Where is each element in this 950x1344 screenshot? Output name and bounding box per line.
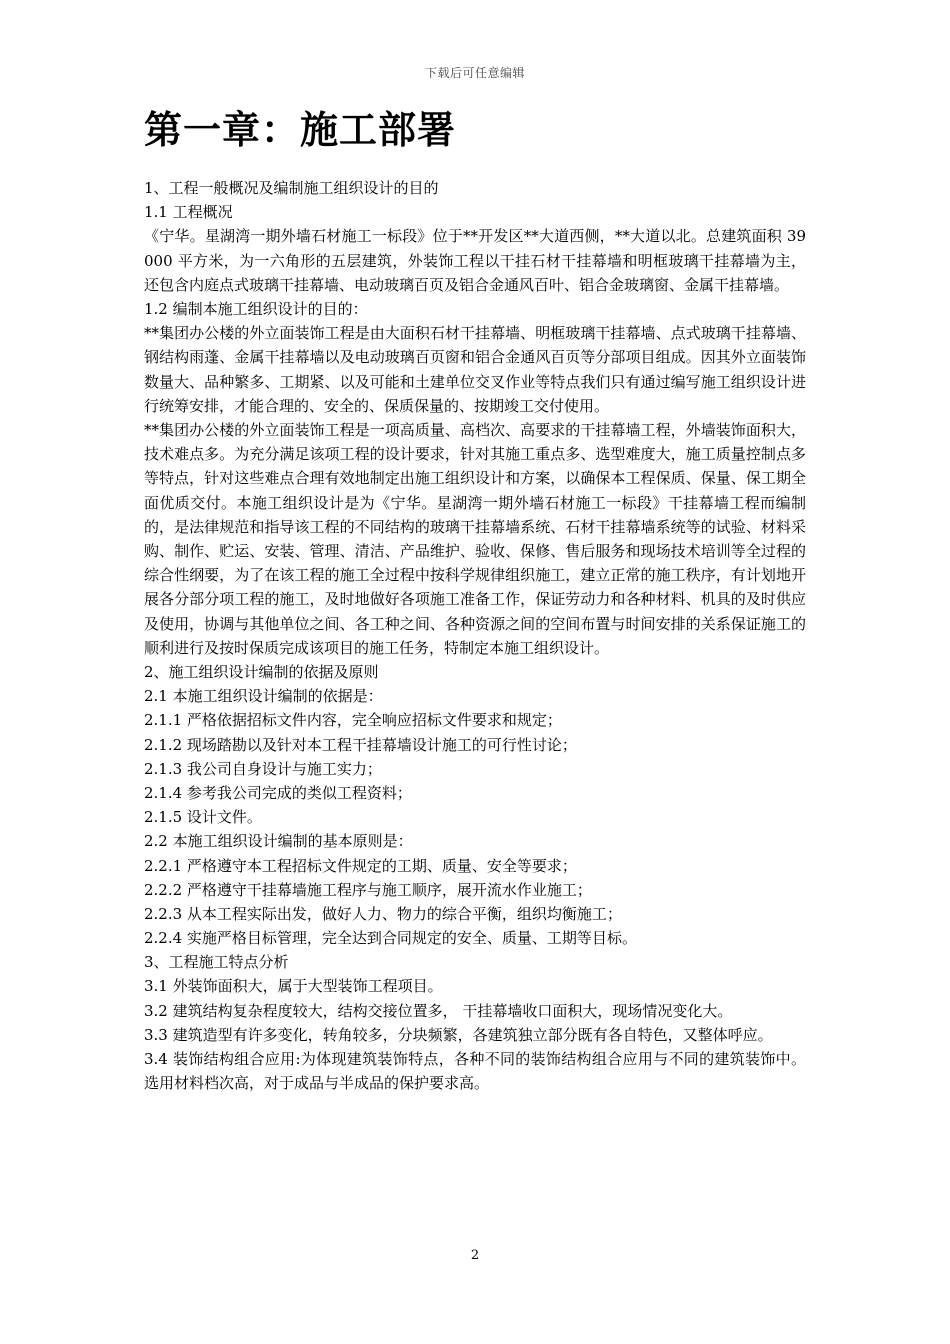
paragraph: 《宁华。星湖湾一期外墙石材施工一标段》位于**开发区**大道西侧，**大道以北。总建筑面积 39000 平方米，为一六角形的五层建筑，外装饰工程以干挂石材干挂幕墙和明框玻璃干挂幕墙为主，还包含内庭点式玻璃干挂幕墙、电动玻璃百页及铝合金通风百叶、铝合金玻璃窗、金属干挂幕墙。 bbox=[144, 227, 806, 294]
list-item: 2.1.2 现场踏勘以及针对本工程干挂幕墙设计施工的可行性讨论； bbox=[144, 735, 577, 754]
list-item: 3.3 建筑造型有许多变化，转角较多，分块频繁，各建筑独立部分既有各自特色，又整体呼应。 bbox=[144, 1025, 773, 1044]
list-item: 3.1 外装饰面积大，属于大型装饰工程项目。 bbox=[144, 977, 443, 996]
paragraph: **集团办公楼的外立面装饰工程是由大面积石材干挂幕墙、明框玻璃干挂幕墙、点式玻璃干挂幕墙、钢结构雨蓬、金属干挂幕墙以及电动玻璃百页窗和铝合金通风百页等分部项目组成。因其外立面装饰数量大、品种繁多、工期紧、以及可能和土建单位交叉作业等特点我们只有通过编写施工组织设计进行统筹安排，才能合理的、安全的、保质保量的、按期竣工交付使用。 bbox=[144, 324, 806, 415]
page-header: 下载后可任意编辑 bbox=[424, 66, 525, 80]
list-item: 2.2.4 实施严格目标管理，完全达到合同规定的安全、质量、工期等目标。 bbox=[144, 929, 637, 948]
section-heading: 1、工程一般概况及编制施工组织设计的目的 bbox=[144, 179, 439, 197]
list-item: 2.2.2 严格遵守干挂幕墙施工程序与施工顺序，展开流水作业施工； bbox=[144, 880, 592, 899]
section-heading: 3、工程施工特点分析 bbox=[144, 953, 289, 972]
subsection-heading: 2.2 本施工组织设计编制的基本原则是： bbox=[144, 832, 413, 851]
list-item: 3.2 建筑结构复杂程度较大，结构交接位置多， 干挂幕墙收口面积大，现场情况变化大。 bbox=[144, 1001, 733, 1020]
list-item: 2.2.3 从本工程实际出发，做好人力、物力的综合平衡，组织均衡施工； bbox=[144, 904, 622, 923]
subsection-heading: 2.1 本施工组织设计编制的依据是： bbox=[144, 687, 383, 706]
list-item: 2.2.1 严格遵守本工程招标文件规定的工期、质量、安全等要求； bbox=[144, 856, 577, 875]
subsection-heading: 1.1 工程概况 bbox=[144, 203, 233, 222]
list-item: 2.1.4 参考我公司完成的类似工程资料； bbox=[144, 783, 412, 802]
page-number: 2 bbox=[470, 1248, 480, 1263]
paragraph: **集团办公楼的外立面装饰工程是一项高质量、高档次、高要求的干挂幕墙工程，外墙装饰面积大，技术难点多。为充分满足该项工程的设计要求，针对其施工重点多、选型难度大，施工质量控制点多等特点，针对这些难点合理有效地制定出施工组织设计和方案，以确保本工程保质、保量、保工期全面优质交付。本施工组织设计是为《宁华。星湖湾一期外墙石材施工一标段》干挂幕墙工程而编制的，是法律规范和指导该工程的不同结构的玻璃干挂幕墙系统、石材干挂幕墙系统等的试验、材料采购、制作、贮运、安装、管理、清洁、产品维护、验收、保修、售后服务和现场技术培训等全过程的综合性纲要，为了在该工程的施工全过程中按科学规律组织施工，建立正常的施工秩序，有计划地开展各分部分项工程的施工，及时地做好各项施工准备工作，保证劳动力和各种材料、机具的及时供应及使用，协调与其他单位之间、各工种之间、各种资源之间的空间布置与时间安排的关系保证施工的顺利进行及按时保质完成该项目的施工任务，特制定本施工组织设计。 bbox=[144, 420, 806, 657]
section-heading: 2、施工组织设计编制的依据及原则 bbox=[144, 663, 379, 682]
subsection-heading: 1.2 编制本施工组织设计的目的： bbox=[144, 299, 368, 318]
list-item: 3.4 装饰结构组合应用:为体现建筑装饰特点，各种不同的装饰结构组合应用与不同的建筑装饰中。选用材料档次高，对于成品与半成品的保护要求高。 bbox=[144, 1050, 806, 1093]
list-item: 2.1.5 设计文件。 bbox=[144, 808, 262, 827]
chapter-title: 第一章：施工部署 bbox=[144, 107, 457, 152]
document-body bbox=[144, 176, 806, 1095]
list-item: 2.1.3 我公司自身设计与施工实力； bbox=[144, 759, 382, 778]
list-item: 2.1.1 严格依据招标文件内容，完全响应招标文件要求和规定； bbox=[144, 711, 562, 730]
